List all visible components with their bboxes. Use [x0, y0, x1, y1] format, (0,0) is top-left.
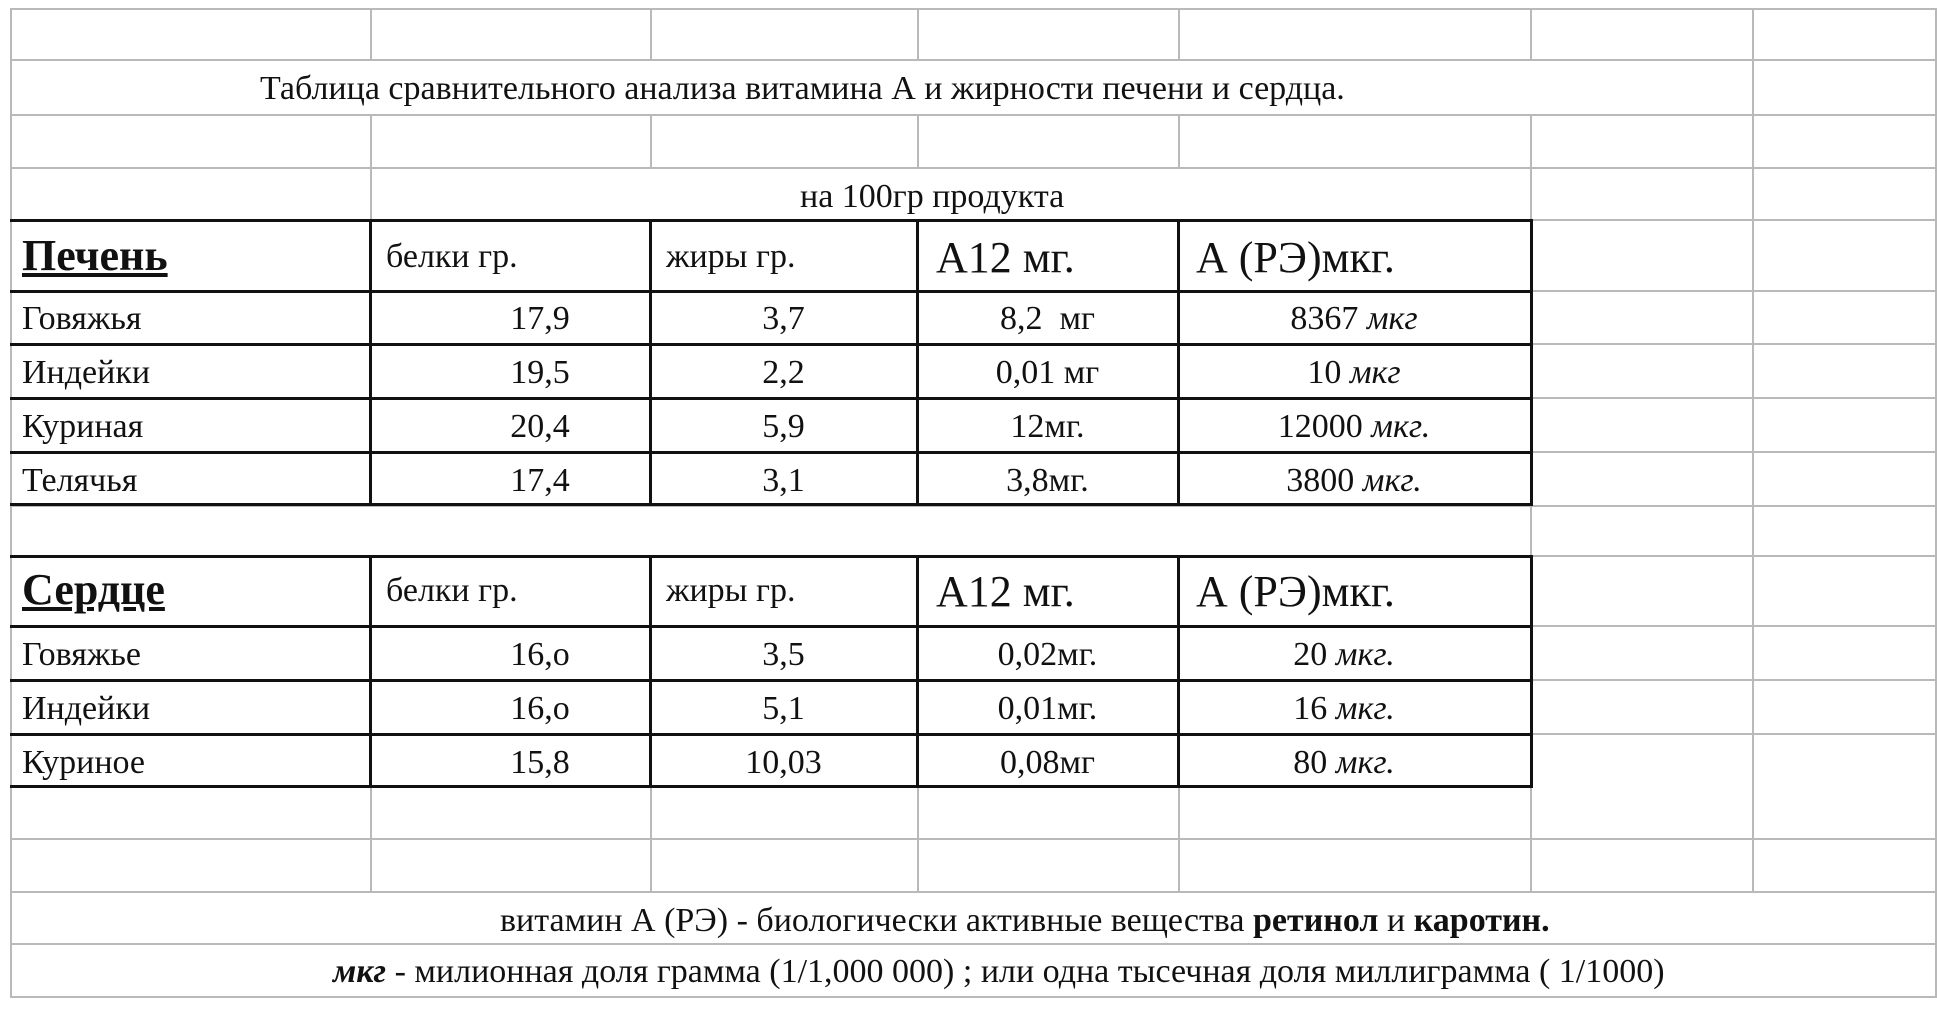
- page-title: Таблица сравнительного анализа витамина А и жирности печени и сердца.: [260, 70, 1345, 107]
- col-header-are: А (РЭ)мкг.: [1196, 233, 1395, 282]
- cell-are: 12000 мкг.: [1277, 408, 1431, 445]
- cell-are: 10 мкг: [1307, 354, 1401, 391]
- cell-a12: 0,02мг.: [997, 636, 1098, 673]
- gridline: [1530, 290, 1937, 292]
- cell-are: 8367 мкг: [1290, 300, 1418, 337]
- table-border: [10, 290, 1533, 293]
- gridline: [1530, 555, 1937, 557]
- table-border: [1530, 219, 1533, 506]
- cell-are: 3800 мкг.: [1286, 462, 1422, 499]
- cell-a12: 0,01 мг: [995, 354, 1100, 391]
- gridline: [1530, 8, 1532, 59]
- table-border: [10, 219, 1533, 222]
- cell-fat: 2,2: [762, 354, 805, 391]
- row-name: Куриная: [22, 408, 144, 445]
- col-header-protein: белки гр.: [386, 238, 518, 275]
- row-name: Индейки: [22, 690, 151, 727]
- col-header-protein: белки гр.: [386, 572, 518, 609]
- gridline: [370, 114, 372, 219]
- gridline: [650, 787, 652, 893]
- gridline: [650, 114, 652, 167]
- table-border: [10, 679, 1533, 682]
- row-name: Говяжья: [22, 300, 142, 337]
- col-header-fat: жиры гр.: [666, 238, 796, 275]
- gridline: [917, 787, 919, 893]
- gridline: [917, 8, 919, 59]
- cell-protein: 16,о: [510, 690, 570, 727]
- gridline: [1530, 219, 1937, 221]
- table-border: [10, 555, 1533, 558]
- row-name: Куриное: [22, 744, 146, 781]
- gridline: [370, 8, 372, 59]
- table-border: [10, 451, 1533, 454]
- table-border: [10, 343, 1533, 346]
- col-header-a12: А12 мг.: [936, 567, 1075, 616]
- table-border: [10, 625, 1533, 628]
- gridline: [10, 996, 1937, 998]
- table-border: [10, 733, 1533, 736]
- table-border: [10, 785, 1533, 788]
- gridline: [917, 114, 919, 167]
- gridline: [650, 8, 652, 59]
- cell-fat: 3,7: [762, 300, 805, 337]
- table-border: [10, 503, 1533, 506]
- gridline: [1530, 679, 1937, 681]
- cell-are: 80 мкг.: [1293, 744, 1395, 781]
- row-name: Индейки: [22, 354, 151, 391]
- cell-are: 20 мкг.: [1293, 636, 1395, 673]
- gridline: [10, 59, 1937, 61]
- row-name: Говяжье: [22, 636, 141, 673]
- cell-fat: 5,1: [762, 690, 805, 727]
- gridline: [10, 167, 1937, 169]
- cell-protein: 15,8: [510, 744, 570, 781]
- cell-protein: 19,5: [510, 354, 570, 391]
- cell-a12: 12мг.: [1010, 408, 1085, 445]
- gridline: [10, 891, 1937, 893]
- row-name: Телячья: [22, 462, 138, 499]
- cell-fat: 3,5: [762, 636, 805, 673]
- gridline: [1530, 397, 1937, 399]
- gridline: [10, 8, 1937, 10]
- gridline: [1178, 787, 1180, 893]
- cell-a12: 0,01мг.: [997, 690, 1098, 727]
- footnote-vitamin-a: витамин А (РЭ) - биологически активные вещества ретинол и каротин.: [500, 902, 1550, 939]
- gridline: [10, 943, 1937, 945]
- liver-section-header: Печень: [22, 231, 168, 280]
- cell-fat: 5,9: [762, 408, 805, 445]
- footnote-mkg: мкг - милионная доля грамма (1/1,000 000) ; или одна тысечная доля миллиграмма ( 1/1000): [333, 953, 1665, 990]
- cell-protein: 17,4: [510, 462, 570, 499]
- col-header-a12: А12 мг.: [936, 233, 1075, 282]
- gridline: [1530, 733, 1937, 735]
- gridline: [1530, 451, 1937, 453]
- table-border: [1530, 555, 1533, 788]
- cell-a12: 3,8мг.: [1006, 462, 1089, 499]
- gridline: [1530, 343, 1937, 345]
- cell-a12: 8,2 мг: [1000, 300, 1095, 337]
- cell-fat: 10,03: [745, 744, 822, 781]
- gridline: [1752, 8, 1754, 893]
- cell-are: 16 мкг.: [1293, 690, 1395, 727]
- cell-protein: 17,9: [510, 300, 570, 337]
- cell-a12: 0,08мг: [1000, 744, 1095, 781]
- spreadsheet: [10, 8, 1937, 1000]
- gridline: [370, 787, 372, 893]
- gridline: [10, 114, 1937, 116]
- cell-fat: 3,1: [762, 462, 805, 499]
- page-subtitle: на 100гр продукта: [800, 178, 1065, 215]
- gridline: [1178, 8, 1180, 59]
- table-border: [10, 397, 1533, 400]
- gridline: [1178, 114, 1180, 167]
- gridline: [1530, 625, 1937, 627]
- col-header-fat: жиры гр.: [666, 572, 796, 609]
- col-header-are: А (РЭ)мкг.: [1196, 567, 1395, 616]
- cell-protein: 16,о: [510, 636, 570, 673]
- heart-section-header: Сердце: [22, 565, 165, 614]
- gridline: [10, 838, 1937, 840]
- cell-protein: 20,4: [510, 408, 570, 445]
